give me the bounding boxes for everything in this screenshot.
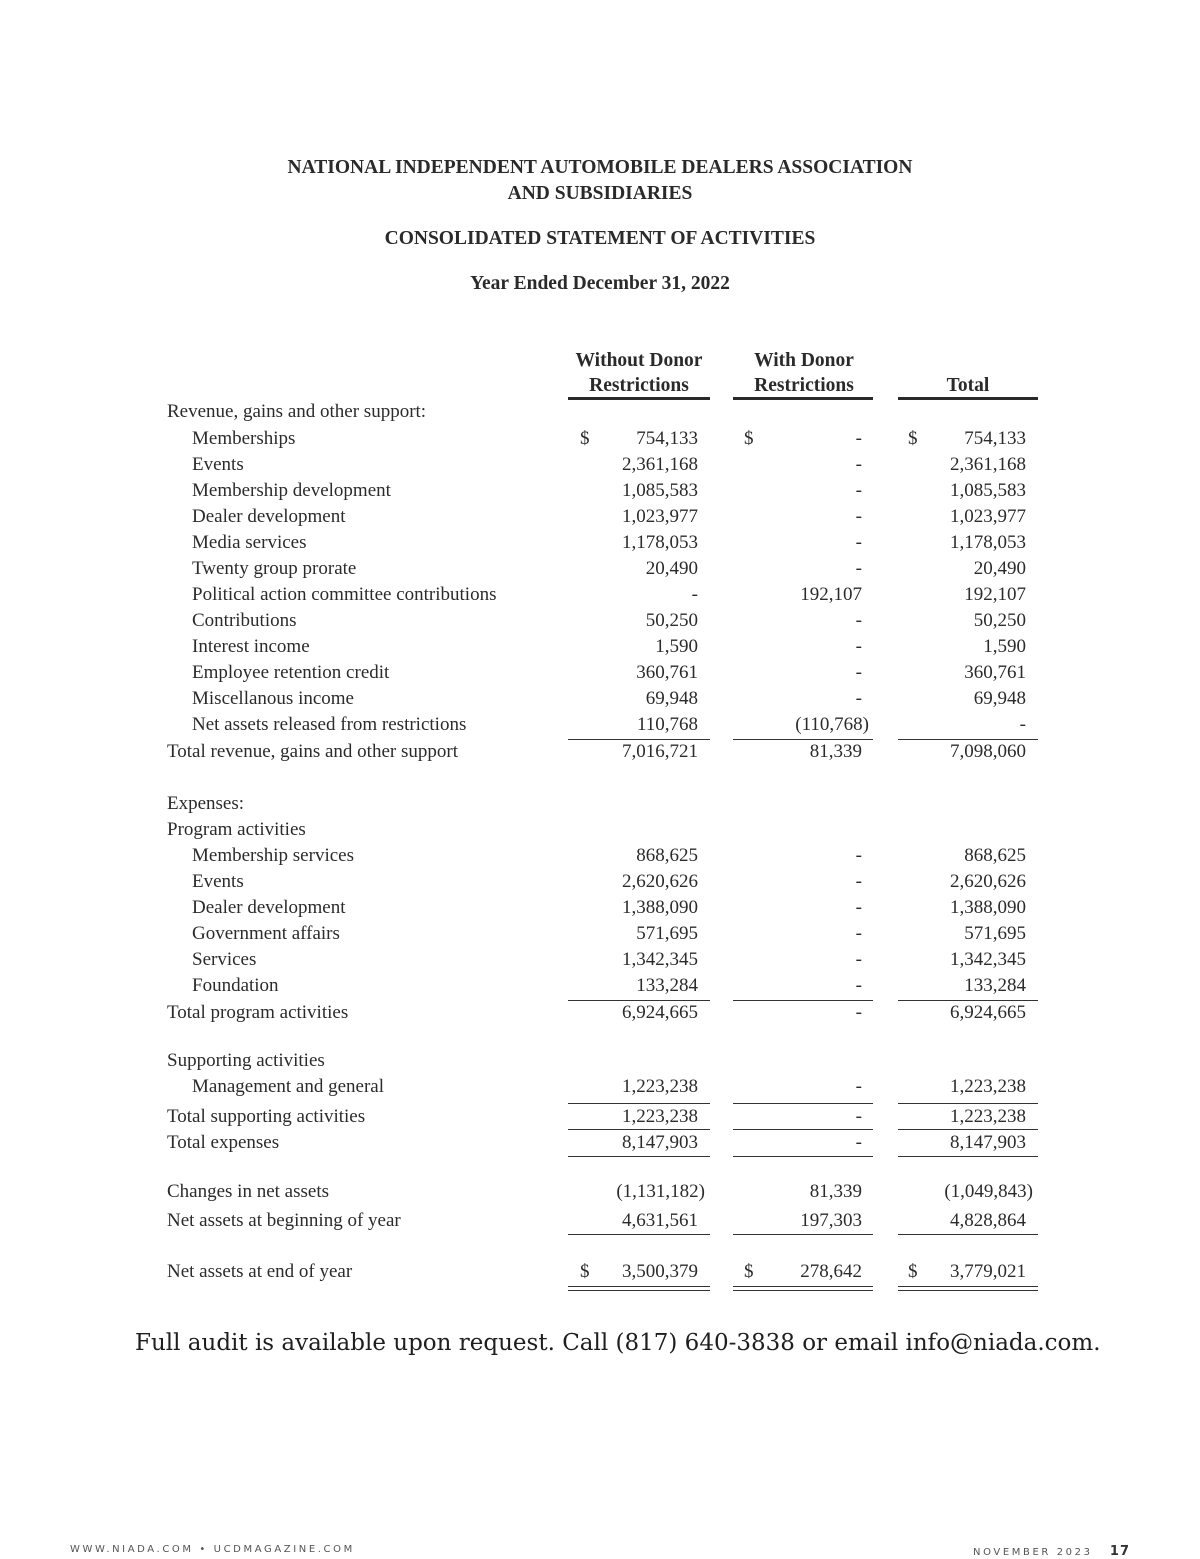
- row-label: Management and general: [192, 1076, 385, 1097]
- subtotal-rule: [733, 1234, 873, 1235]
- cell-without: 1,178,053: [622, 532, 698, 553]
- col-header-rule: [898, 397, 1038, 400]
- cell-without: 7,016,721: [622, 741, 698, 762]
- statement-title: CONSOLIDATED STATEMENT OF ACTIVITIES: [384, 228, 816, 249]
- row-label: Memberships: [192, 428, 296, 449]
- dollar-sign: $: [908, 1261, 918, 1282]
- cell-total: 8,147,903: [950, 1132, 1026, 1153]
- cell-without: 571,695: [636, 923, 698, 944]
- cell-without: 4,631,561: [622, 1210, 698, 1231]
- subtotal-rule: [568, 1129, 710, 1130]
- footer-websites: WWW.NIADA.COM • UCDMAGAZINE.COM: [70, 1544, 355, 1555]
- subtotal-rule: [733, 1129, 873, 1130]
- row-label: Total expenses: [167, 1132, 280, 1153]
- cell-total: 2,620,626: [950, 871, 1026, 892]
- cell-without: 6,924,665: [622, 1002, 698, 1023]
- cell-with: -: [855, 558, 862, 579]
- cell-total: 754,133: [964, 428, 1026, 449]
- row-label: Changes in net assets: [167, 1181, 330, 1202]
- cell-total: -: [1019, 714, 1026, 735]
- row-label: Twenty group prorate: [192, 558, 357, 579]
- double-rule: [568, 1286, 710, 1291]
- cell-total: 1,223,238: [950, 1106, 1026, 1127]
- col-header-without-line2: Restrictions: [589, 375, 689, 396]
- subtotal-rule: [898, 1156, 1038, 1157]
- cell-without: 1,023,977: [622, 506, 698, 527]
- subtotal-rule: [898, 1103, 1038, 1104]
- col-header-without-donor: [568, 348, 710, 398]
- cell-total: 1,023,977: [950, 506, 1026, 527]
- subtotal-rule: [733, 1103, 873, 1104]
- row-label: Net assets at beginning of year: [167, 1210, 401, 1231]
- cell-total: (1,049,843): [944, 1181, 1033, 1202]
- footer-issue-date: NOVEMBER 2023: [973, 1547, 1093, 1558]
- cell-without: 1,342,345: [622, 949, 698, 970]
- cell-total: 6,924,665: [950, 1002, 1026, 1023]
- cell-with: -: [855, 610, 862, 631]
- cell-without: 3,500,379: [622, 1261, 698, 1282]
- cell-without: 360,761: [636, 662, 698, 683]
- cell-with: -: [855, 506, 862, 527]
- cell-with: -: [855, 662, 862, 683]
- row-label: Net assets at end of year: [167, 1261, 353, 1282]
- program-activities-heading: Program activities: [167, 819, 306, 840]
- cell-without: 20,490: [645, 558, 698, 579]
- cell-with: -: [855, 636, 862, 657]
- cell-with: -: [855, 1106, 862, 1127]
- row-label: Political action committee contributions: [192, 584, 497, 605]
- cell-with: -: [855, 480, 862, 501]
- row-label: Foundation: [192, 975, 279, 996]
- cell-total: 360,761: [964, 662, 1026, 683]
- row-label: Government affairs: [192, 923, 340, 944]
- subtotal-rule: [568, 1000, 710, 1001]
- row-label: Services: [192, 949, 257, 970]
- double-rule: [898, 1286, 1038, 1291]
- cell-without: 69,948: [645, 688, 698, 709]
- row-label: Employee retention credit: [192, 662, 390, 683]
- cell-with: 278,642: [800, 1261, 862, 1282]
- expenses-heading: Expenses:: [167, 793, 245, 814]
- subtotal-rule: [898, 739, 1038, 740]
- cell-without: 1,085,583: [622, 480, 698, 501]
- cell-total: 20,490: [973, 558, 1026, 579]
- cell-total: 3,779,021: [950, 1261, 1026, 1282]
- cell-total: 868,625: [964, 845, 1026, 866]
- cell-without: 868,625: [636, 845, 698, 866]
- cell-total: 1,342,345: [950, 949, 1026, 970]
- cell-with: -: [855, 532, 862, 553]
- subtotal-rule: [568, 1156, 710, 1157]
- supporting-activities-heading: Supporting activities: [167, 1050, 325, 1071]
- row-label: Interest income: [192, 636, 310, 657]
- cell-total: 133,284: [964, 975, 1026, 996]
- row-label: Total supporting activities: [167, 1106, 366, 1127]
- cell-without: (1,131,182): [616, 1181, 705, 1202]
- cell-without: 2,620,626: [622, 871, 698, 892]
- cell-with: 81,339: [809, 741, 862, 762]
- subtotal-rule: [568, 1103, 710, 1104]
- row-label: Membership development: [192, 480, 391, 501]
- cell-with: -: [855, 688, 862, 709]
- subtotal-rule: [568, 739, 710, 740]
- row-label: Dealer development: [192, 897, 346, 918]
- cell-total: 7,098,060: [950, 741, 1026, 762]
- row-label: Miscellanous income: [192, 688, 354, 709]
- cell-with: 197,303: [800, 1210, 862, 1231]
- cell-with: -: [855, 949, 862, 970]
- cell-without: 1,223,238: [622, 1106, 698, 1127]
- row-label: Membership services: [192, 845, 354, 866]
- subtotal-rule: [733, 1000, 873, 1001]
- subtotal-rule: [733, 739, 873, 740]
- cell-without: -: [691, 584, 698, 605]
- org-name-line1: NATIONAL INDEPENDENT AUTOMOBILE DEALERS ASSOCIATION: [287, 157, 913, 178]
- cell-total: 1,178,053: [950, 532, 1026, 553]
- subtotal-rule: [733, 1156, 873, 1157]
- col-header-without-line1: Without Donor: [575, 350, 703, 371]
- cell-without: 110,768: [636, 714, 698, 735]
- col-header-total: Total: [946, 375, 990, 396]
- cell-with: 81,339: [809, 1181, 862, 1202]
- cell-total: 50,250: [973, 610, 1026, 631]
- cell-total: 1,388,090: [950, 897, 1026, 918]
- cell-without: 1,223,238: [622, 1076, 698, 1097]
- col-header-with-line2: Restrictions: [754, 375, 854, 396]
- cell-with: -: [855, 1002, 862, 1023]
- cell-with: -: [855, 1132, 862, 1153]
- cell-with: -: [855, 1076, 862, 1097]
- cell-with: -: [855, 428, 862, 449]
- row-label: Media services: [192, 532, 307, 553]
- cell-with: -: [855, 923, 862, 944]
- revenue-heading: Revenue, gains and other support:: [167, 401, 427, 422]
- cell-without: 1,590: [655, 636, 698, 657]
- dollar-sign: $: [580, 428, 590, 449]
- row-label: Events: [192, 871, 244, 892]
- dollar-sign: $: [744, 428, 754, 449]
- row-label: Dealer development: [192, 506, 346, 527]
- subtotal-rule: [568, 1234, 710, 1235]
- cell-total: 2,361,168: [950, 454, 1026, 475]
- row-label: Total program activities: [167, 1002, 349, 1023]
- cell-total: 1,223,238: [950, 1076, 1026, 1097]
- row-label: Events: [192, 454, 244, 475]
- dollar-sign: $: [580, 1261, 590, 1282]
- page-number: 17: [1109, 1544, 1130, 1559]
- cell-without: 50,250: [645, 610, 698, 631]
- col-header-with-donor: [733, 348, 875, 398]
- cell-without: 754,133: [636, 428, 698, 449]
- cell-without: 8,147,903: [622, 1132, 698, 1153]
- subtotal-rule: [898, 1000, 1038, 1001]
- statement-period: Year Ended December 31, 2022: [470, 273, 730, 294]
- col-header-with-line1: With Donor: [754, 350, 854, 371]
- org-name-line2: AND SUBSIDIARIES: [507, 183, 693, 204]
- dollar-sign: $: [744, 1261, 754, 1282]
- cell-without: 1,388,090: [622, 897, 698, 918]
- subtotal-rule: [898, 1129, 1038, 1130]
- cell-with: 192,107: [800, 584, 862, 605]
- cell-with: -: [855, 975, 862, 996]
- row-label: Contributions: [192, 610, 297, 631]
- cell-total: 1,085,583: [950, 480, 1026, 501]
- col-header-rule: [568, 397, 710, 400]
- cell-with: -: [855, 845, 862, 866]
- cell-without: 2,361,168: [622, 454, 698, 475]
- row-label: Total revenue, gains and other support: [167, 741, 458, 762]
- cell-with: -: [855, 871, 862, 892]
- cell-total: 571,695: [964, 923, 1026, 944]
- footer-right: [973, 1544, 1130, 1559]
- dollar-sign: $: [908, 428, 918, 449]
- cell-without: 133,284: [636, 975, 698, 996]
- subtotal-rule: [898, 1234, 1038, 1235]
- cell-with: -: [855, 897, 862, 918]
- double-rule: [733, 1286, 873, 1291]
- cell-with: (110,768): [795, 714, 869, 735]
- cell-total: 4,828,864: [950, 1210, 1026, 1231]
- col-header-rule: [733, 397, 873, 400]
- cell-total: 1,590: [983, 636, 1026, 657]
- row-label: Net assets released from restrictions: [192, 714, 467, 735]
- cell-total: 192,107: [964, 584, 1026, 605]
- cell-with: -: [855, 454, 862, 475]
- cell-total: 69,948: [973, 688, 1026, 709]
- audit-note: Full audit is available upon request. Call (817) 640-3838 or email info@niada.com.: [135, 1330, 1101, 1356]
